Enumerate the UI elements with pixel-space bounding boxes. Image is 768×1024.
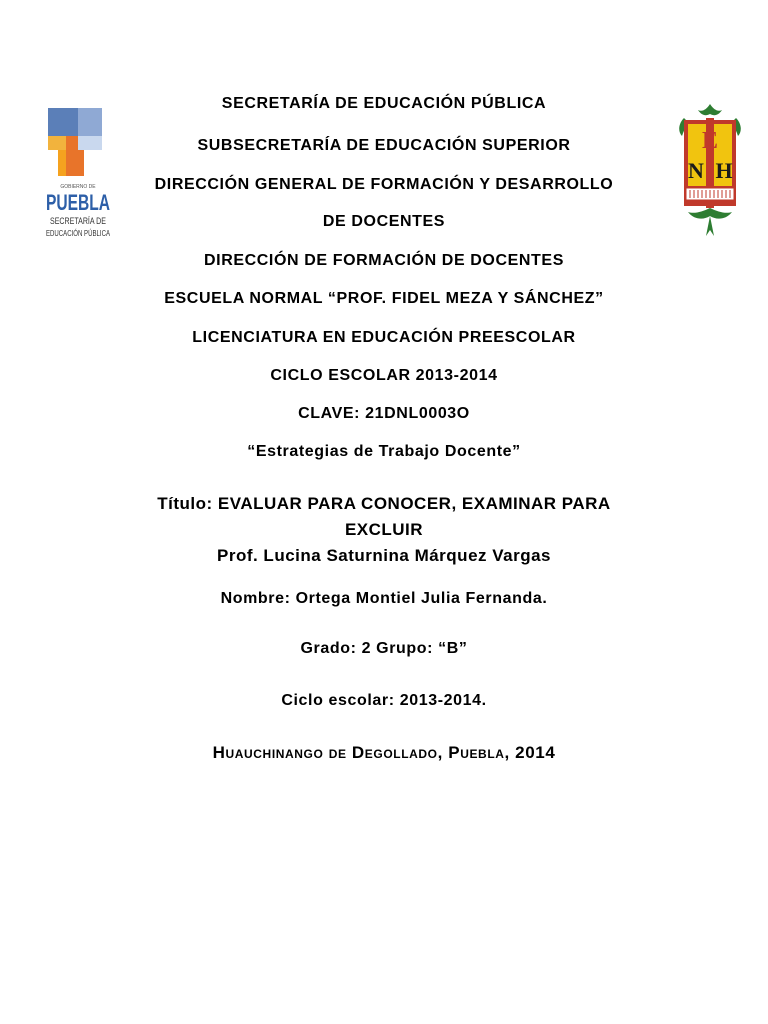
header-line-direccion-general: DIRECCIÓN GENERAL DE FORMACIÓN Y DESARROLLO bbox=[154, 176, 614, 193]
document-title-line2: EXCLUIR bbox=[344, 520, 424, 539]
school-cycle: Ciclo escolar: 2013-2014. bbox=[281, 692, 487, 709]
svg-text:H: H bbox=[715, 158, 733, 183]
svg-text:N: N bbox=[688, 158, 704, 183]
svg-text:E: E bbox=[701, 128, 719, 154]
place-date: Huauchinango de Degollado, Puebla, 2014 bbox=[212, 743, 556, 762]
svg-text:SECRETARÍA DE: SECRETARÍA DE bbox=[50, 216, 106, 226]
svg-text:EDUCACIÓN PÚBLICA: EDUCACIÓN PÚBLICA bbox=[46, 229, 111, 238]
course-name: “Estrategias de Trabajo Docente” bbox=[247, 443, 521, 460]
svg-text:PUEBLA: PUEBLA bbox=[46, 190, 111, 215]
professor-name: Prof. Lucina Saturnina Márquez Vargas bbox=[216, 546, 552, 565]
header-line-sep: SECRETARÍA DE EDUCACIÓN PÚBLICA bbox=[221, 95, 547, 112]
svg-text:GOBIERNO DE: GOBIERNO DE bbox=[60, 184, 96, 190]
header-line-clave: CLAVE: 21DNL0003O bbox=[298, 405, 470, 422]
grade-group: Grado: 2 Grupo: “B” bbox=[300, 640, 468, 657]
header-line-licenciatura: LICENCIATURA EN EDUCACIÓN PREESCOLAR bbox=[192, 329, 576, 346]
student-name: Nombre: Ortega Montiel Julia Fernanda. bbox=[220, 590, 548, 607]
header-line-ciclo-escolar: CICLO ESCOLAR 2013-2014 bbox=[270, 367, 498, 384]
header-line-escuela-normal: ESCUELA NORMAL “PROF. FIDEL MEZA Y SÁNCHEZ” bbox=[164, 290, 604, 307]
header-line-direccion-formacion: DIRECCIÓN DE FORMACIÓN DE DOCENTES bbox=[204, 252, 564, 269]
document-title-line1: Título: EVALUAR PARA CONOCER, EXAMINAR PARA bbox=[157, 494, 611, 513]
header-line-de-docentes: DE DOCENTES bbox=[322, 213, 446, 230]
header-line-subsecretaria: SUBSECRETARÍA DE EDUCACIÓN SUPERIOR bbox=[197, 137, 571, 154]
